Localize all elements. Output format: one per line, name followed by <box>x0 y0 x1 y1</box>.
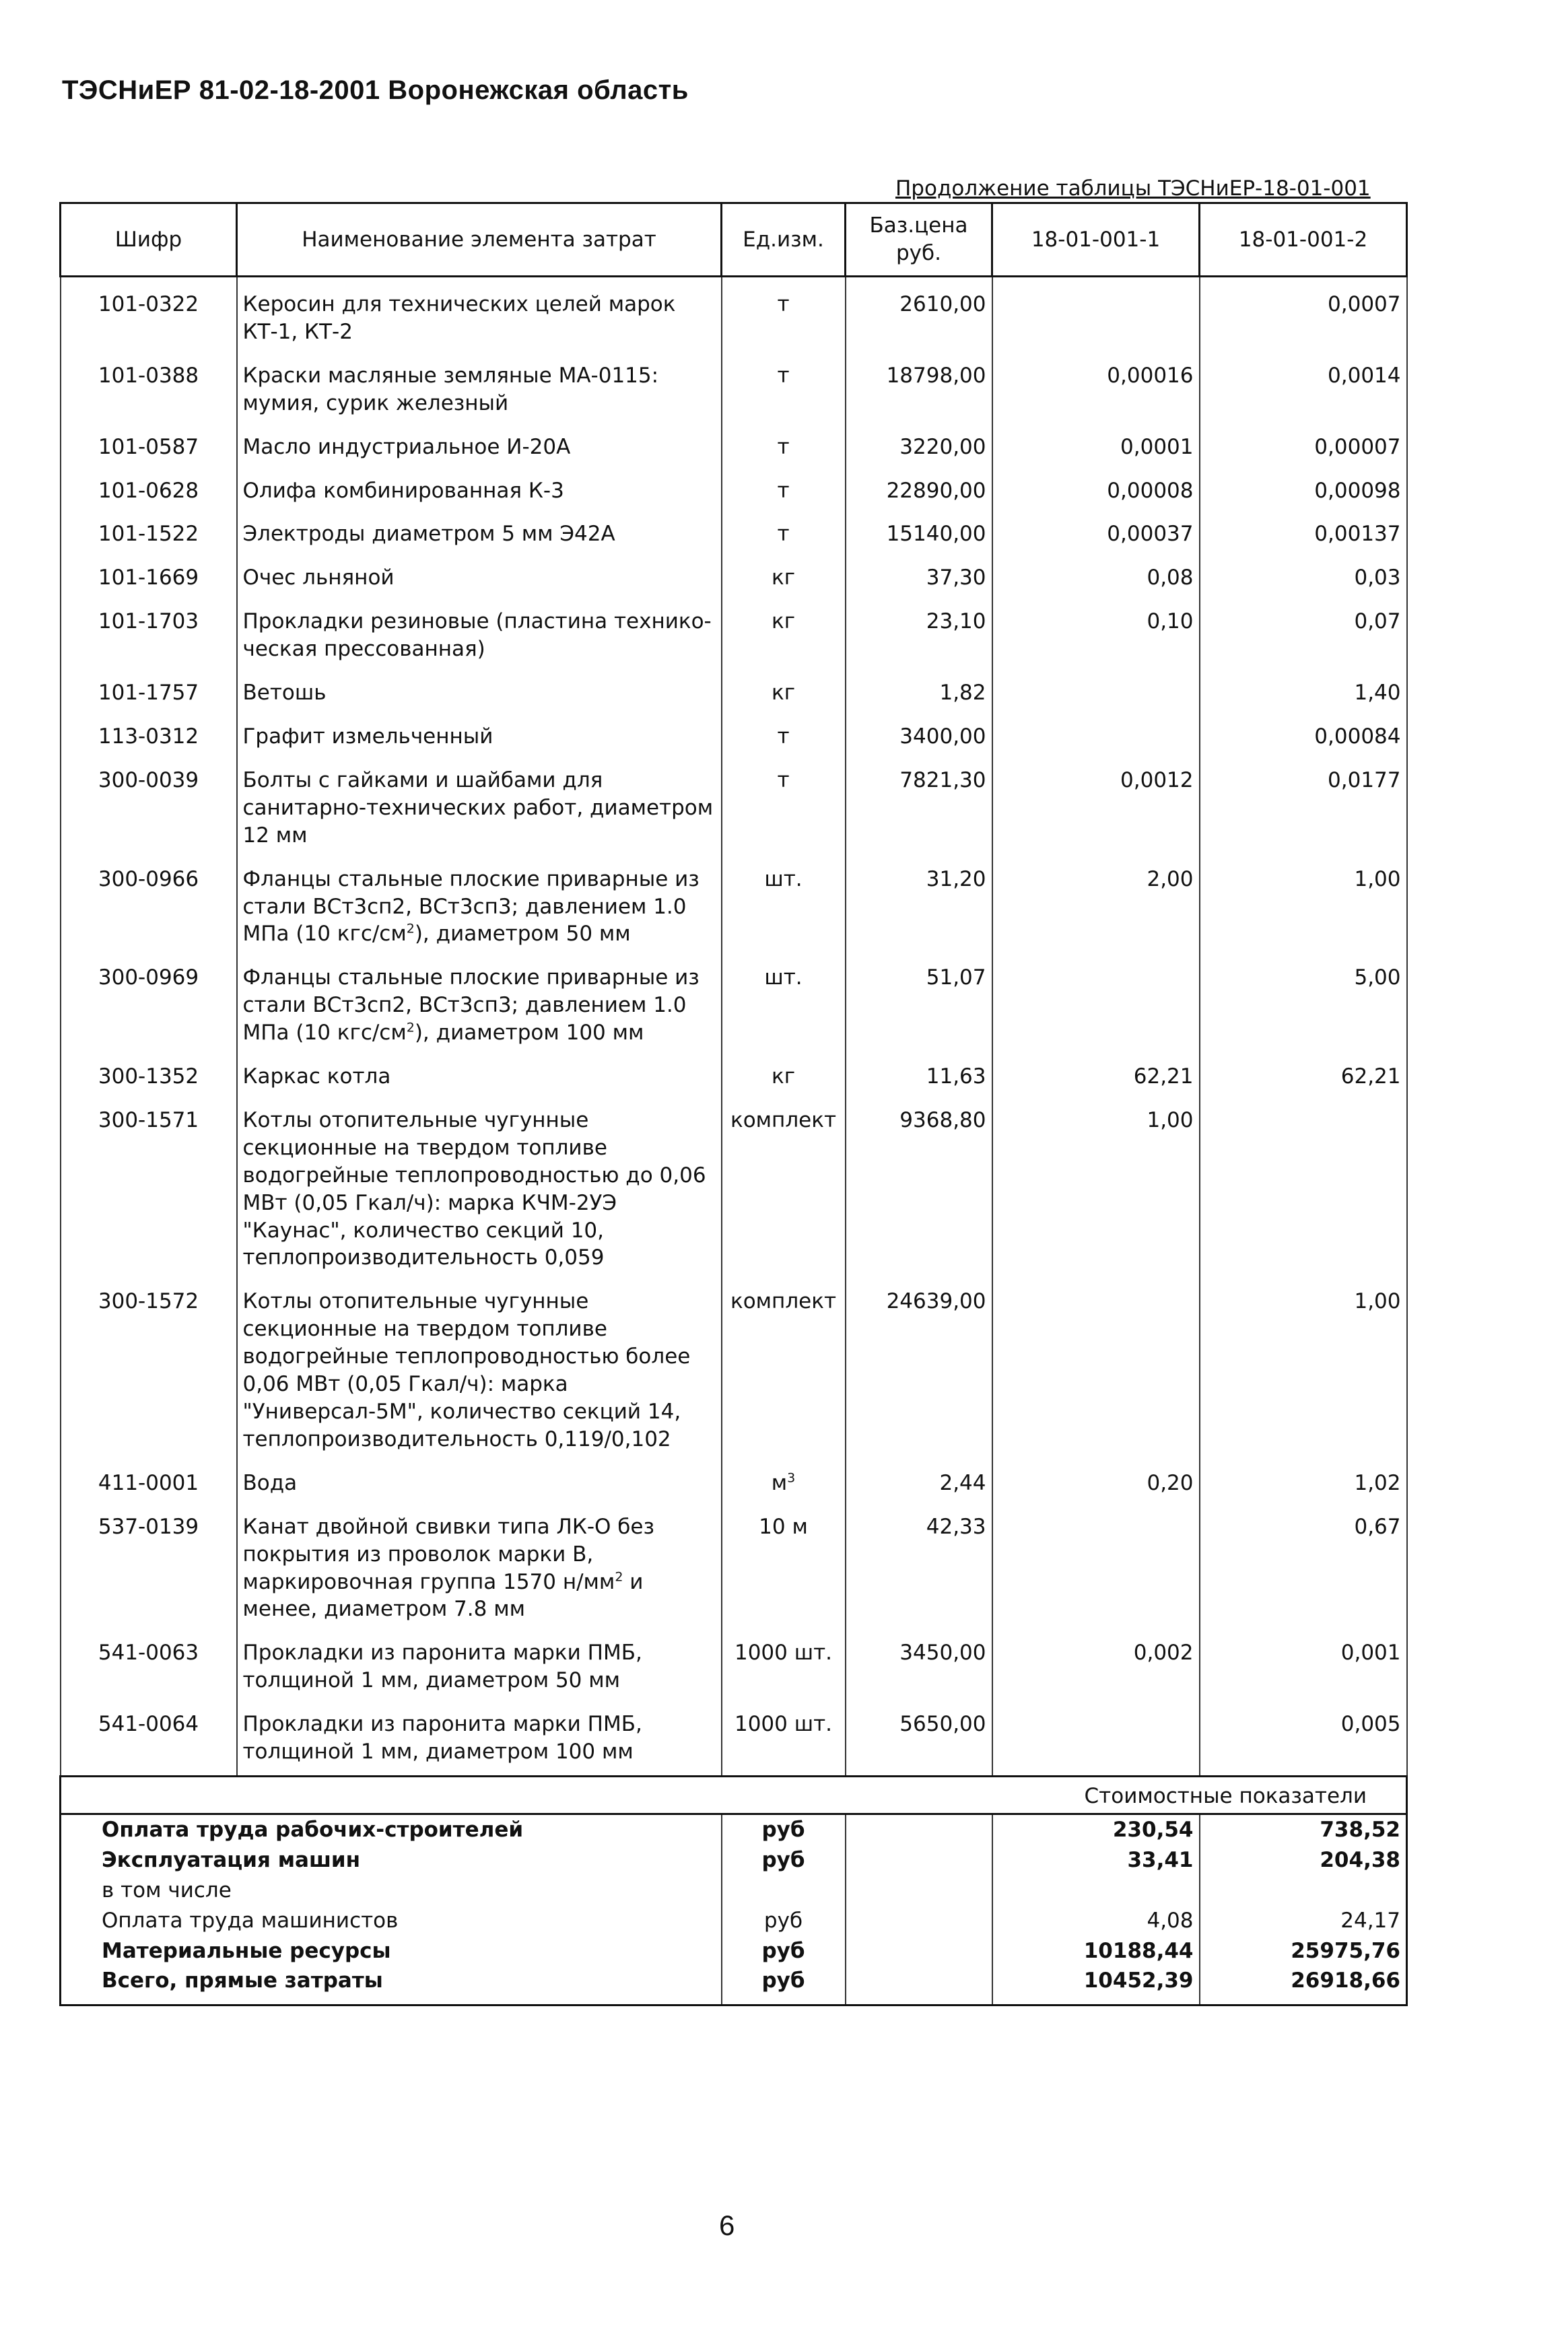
cell-base-price: 1,82 <box>846 667 992 711</box>
summary-unit: руб <box>722 1936 846 1966</box>
cell-code: 300-0039 <box>61 755 237 854</box>
cell-base-price: 18798,00 <box>846 350 992 421</box>
cell-code: 300-1571 <box>61 1095 237 1276</box>
cell-code: 300-1572 <box>61 1276 237 1457</box>
cell-code: 537-0139 <box>61 1501 237 1628</box>
cell-norm-2: 5,00 <box>1200 952 1407 1051</box>
summary-value-1 <box>992 1876 1200 1906</box>
cell-base-price: 3220,00 <box>846 421 992 465</box>
cell-norm-1 <box>992 1276 1200 1457</box>
summary-unit <box>722 1876 846 1906</box>
cell-norm-1: 0,00037 <box>992 508 1200 552</box>
cell-unit-superscript: 3 <box>787 1470 796 1486</box>
table-row <box>61 854 1407 953</box>
cell-name: Вода <box>237 1458 722 1501</box>
summary-name: Всего, прямые затраты <box>61 1966 722 2005</box>
summary-name: Материальные ресурсы <box>61 1936 722 1966</box>
resource-table <box>59 202 1408 2006</box>
cell-code: 101-0587 <box>61 421 237 465</box>
cell-base-price: 2,44 <box>846 1458 992 1501</box>
cell-code: 101-1669 <box>61 552 237 596</box>
summary-caption: Стоимостные показатели <box>61 1776 1407 1814</box>
table-header-row <box>61 203 1407 277</box>
cell-name: Каркас котла <box>237 1051 722 1095</box>
col-header-unit: Ед.изм. <box>722 203 846 277</box>
col-header-name: Наименование элемента затрат <box>237 203 722 277</box>
cell-name: Графит измельченный <box>237 711 722 755</box>
cell-norm-1 <box>992 277 1200 350</box>
cell-norm-1: 0,002 <box>992 1627 1200 1699</box>
table-row <box>61 1501 1407 1628</box>
table-row <box>61 711 1407 755</box>
table-row <box>61 1458 1407 1501</box>
summary-name: Оплата труда машинистов <box>61 1906 722 1936</box>
summary-unit: руб <box>722 1906 846 1936</box>
cell-norm-1: 0,08 <box>992 552 1200 596</box>
cell-base-price: 24639,00 <box>846 1276 992 1457</box>
cell-name <box>237 1501 722 1628</box>
table-row <box>61 421 1407 465</box>
cell-name-text: Канат двойной свивки типа ЛК-О без покрытия из проволок марки В, маркировочная группа 1570 н/мм <box>242 1514 654 1594</box>
cell-base-price: 3400,00 <box>846 711 992 755</box>
document-title: ТЭСНиЕР 81-02-18-2001 Воронежская область <box>62 75 689 105</box>
cell-base-price: 7821,30 <box>846 755 992 854</box>
cell-norm-2: 62,21 <box>1200 1051 1407 1095</box>
cell-name-text-end: ), диаметром 100 мм <box>414 1021 644 1045</box>
cell-name-text: Фланцы стальные плоские приварные из стали ВСт3сп2, ВСт3сп3; давлением 1.0 МПа (10 кгс/см <box>242 965 700 1045</box>
summary-value-1: 10188,44 <box>992 1936 1200 1966</box>
cell-code: 101-1757 <box>61 667 237 711</box>
cell-norm-2: 0,001 <box>1200 1627 1407 1699</box>
cell-name-superscript: 2 <box>406 1020 415 1035</box>
cell-base-price: 23,10 <box>846 596 992 667</box>
table-row <box>61 596 1407 667</box>
cell-name: Прокладки резиновые (пластина технико-ческая прессованная) <box>237 596 722 667</box>
cell-unit: т <box>722 508 846 552</box>
cell-norm-2: 0,00084 <box>1200 711 1407 755</box>
summary-unit: руб <box>722 1814 846 1845</box>
cell-code: 101-1703 <box>61 596 237 667</box>
summary-row <box>61 1906 1407 1936</box>
cell-base-price: 2610,00 <box>846 277 992 350</box>
cell-name: Электроды диаметром 5 мм Э42А <box>237 508 722 552</box>
cell-unit: 1000 шт. <box>722 1627 846 1699</box>
table-row <box>61 1276 1407 1457</box>
cell-code: 541-0064 <box>61 1699 237 1776</box>
cell-name: Болты с гайками и шайбами для санитарно-технических работ, диаметром 12 мм <box>237 755 722 854</box>
summary-row <box>61 1966 1407 2005</box>
table-row <box>61 667 1407 711</box>
cell-code: 300-1352 <box>61 1051 237 1095</box>
table-row <box>61 1095 1407 1276</box>
cell-base-price: 9368,80 <box>846 1095 992 1276</box>
cell-norm-2 <box>1200 1095 1407 1276</box>
summary-value-2: 26918,66 <box>1200 1966 1407 2005</box>
cell-name-superscript: 2 <box>615 1569 623 1585</box>
cell-name: Очес льняной <box>237 552 722 596</box>
cell-unit: кг <box>722 596 846 667</box>
table-row <box>61 1627 1407 1699</box>
summary-value-2: 204,38 <box>1200 1845 1407 1876</box>
cell-norm-2: 0,07 <box>1200 596 1407 667</box>
table-row <box>61 465 1407 509</box>
cell-unit: т <box>722 465 846 509</box>
cell-code: 300-0969 <box>61 952 237 1051</box>
cell-name: Масло индустриальное И-20А <box>237 421 722 465</box>
summary-name: Эксплуатация машин <box>61 1845 722 1876</box>
cell-base-price: 51,07 <box>846 952 992 1051</box>
cell-base-price: 37,30 <box>846 552 992 596</box>
summary-empty <box>846 1936 992 1966</box>
page-number: 6 <box>719 2209 735 2241</box>
cell-norm-1 <box>992 1501 1200 1628</box>
cell-unit: т <box>722 350 846 421</box>
cell-name: Котлы отопительные чугунные секционные на твердом топливе водогрейные теплопроводностью более 0,06 МВт (0,05 Гкал/ч): марка "Универсал-5М", количество секций 14, теплопроизводительность 0,119/0,102 <box>237 1276 722 1457</box>
cell-unit: т <box>722 277 846 350</box>
cell-unit: кг <box>722 1051 846 1095</box>
summary-row <box>61 1814 1407 1845</box>
summary-name: Оплата труда рабочих-строителей <box>61 1814 722 1845</box>
cell-norm-1: 0,00008 <box>992 465 1200 509</box>
cell-unit: т <box>722 711 846 755</box>
summary-empty <box>846 1845 992 1876</box>
cell-norm-2: 0,00007 <box>1200 421 1407 465</box>
summary-value-2: 738,52 <box>1200 1814 1407 1845</box>
cell-name-superscript: 2 <box>406 922 415 937</box>
summary-value-2: 24,17 <box>1200 1906 1407 1936</box>
cell-norm-2: 0,005 <box>1200 1699 1407 1776</box>
cell-name-text-end: и менее, диаметром 7.8 мм <box>242 1569 644 1622</box>
cell-base-price: 15140,00 <box>846 508 992 552</box>
summary-value-1: 33,41 <box>992 1845 1200 1876</box>
cell-norm-1 <box>992 952 1200 1051</box>
cell-name: Краски масляные земляные МА-0115: мумия, сурик железный <box>237 350 722 421</box>
cell-code: 101-1522 <box>61 508 237 552</box>
cell-name: Керосин для технических целей марок КТ-1, КТ-2 <box>237 277 722 350</box>
cell-norm-1: 0,0001 <box>992 421 1200 465</box>
summary-value-1: 4,08 <box>992 1906 1200 1936</box>
cell-norm-1 <box>992 1699 1200 1776</box>
cell-code: 411-0001 <box>61 1458 237 1501</box>
table-row <box>61 350 1407 421</box>
cell-code: 101-0322 <box>61 277 237 350</box>
cell-norm-1: 0,0012 <box>992 755 1200 854</box>
cell-name <box>237 854 722 953</box>
cell-unit: 1000 шт. <box>722 1699 846 1776</box>
col-header-c2: 18-01-001-2 <box>1200 203 1407 277</box>
cell-norm-2: 0,0177 <box>1200 755 1407 854</box>
summary-value-1: 230,54 <box>992 1814 1200 1845</box>
summary-empty <box>846 1814 992 1845</box>
table-continuation-caption: Продолжение таблицы ТЭСНиЕР-18-01-001 <box>895 176 1371 201</box>
cell-unit: комплект <box>722 1276 846 1457</box>
summary-value-2: 25975,76 <box>1200 1936 1407 1966</box>
summary-empty <box>846 1906 992 1936</box>
cell-base-price: 42,33 <box>846 1501 992 1628</box>
table-row <box>61 277 1407 350</box>
table-row <box>61 1051 1407 1095</box>
cell-base-price: 11,63 <box>846 1051 992 1095</box>
cell-base-price: 3450,00 <box>846 1627 992 1699</box>
table-row <box>61 1699 1407 1776</box>
cell-code: 101-0388 <box>61 350 237 421</box>
cell-base-price: 31,20 <box>846 854 992 953</box>
cell-norm-2: 1,00 <box>1200 1276 1407 1457</box>
cell-base-price: 22890,00 <box>846 465 992 509</box>
cell-unit: кг <box>722 552 846 596</box>
cell-norm-2: 0,03 <box>1200 552 1407 596</box>
summary-row <box>61 1845 1407 1876</box>
summary-name: в том числе <box>61 1876 722 1906</box>
cell-norm-1: 62,21 <box>992 1051 1200 1095</box>
col-header-price: Баз.цена руб. <box>846 203 992 277</box>
summary-empty <box>846 1966 992 2005</box>
table-row <box>61 552 1407 596</box>
cell-norm-1: 0,20 <box>992 1458 1200 1501</box>
cell-unit: комплект <box>722 1095 846 1276</box>
cell-name-text-end: ), диаметром 50 мм <box>414 922 631 947</box>
cell-unit: кг <box>722 667 846 711</box>
cell-unit: 10 м <box>722 1501 846 1628</box>
cell-norm-1 <box>992 667 1200 711</box>
cell-norm-2: 0,0007 <box>1200 277 1407 350</box>
cell-name: Олифа комбинированная К-3 <box>237 465 722 509</box>
cell-norm-2: 1,40 <box>1200 667 1407 711</box>
summary-empty <box>846 1876 992 1906</box>
cell-norm-2: 1,00 <box>1200 854 1407 953</box>
cell-unit <box>722 1458 846 1501</box>
cell-norm-1 <box>992 711 1200 755</box>
col-header-c1: 18-01-001-1 <box>992 203 1200 277</box>
cell-unit-text: м <box>771 1470 788 1495</box>
cell-norm-2: 0,67 <box>1200 1501 1407 1628</box>
cell-code: 113-0312 <box>61 711 237 755</box>
table-row <box>61 952 1407 1051</box>
cell-code: 300-0966 <box>61 854 237 953</box>
cell-norm-1: 1,00 <box>992 1095 1200 1276</box>
col-header-code: Шифр <box>61 203 237 277</box>
cell-base-price: 5650,00 <box>846 1699 992 1776</box>
cell-unit: шт. <box>722 952 846 1051</box>
cell-norm-1: 2,00 <box>992 854 1200 953</box>
cell-name: Прокладки из паронита марки ПМБ, толщиной 1 мм, диаметром 100 мм <box>237 1699 722 1776</box>
cell-name: Прокладки из паронита марки ПМБ, толщиной 1 мм, диаметром 50 мм <box>237 1627 722 1699</box>
cell-unit: шт. <box>722 854 846 953</box>
summary-row <box>61 1876 1407 1906</box>
cell-name <box>237 952 722 1051</box>
table-row <box>61 755 1407 854</box>
cell-norm-2: 0,00098 <box>1200 465 1407 509</box>
cell-code: 541-0063 <box>61 1627 237 1699</box>
cell-norm-2: 0,0014 <box>1200 350 1407 421</box>
summary-body <box>61 1776 1407 2005</box>
cell-code: 101-0628 <box>61 465 237 509</box>
cell-norm-2: 1,02 <box>1200 1458 1407 1501</box>
summary-value-2 <box>1200 1876 1407 1906</box>
cell-name: Ветошь <box>237 667 722 711</box>
cell-norm-1: 0,00016 <box>992 350 1200 421</box>
summary-unit: руб <box>722 1845 846 1876</box>
cell-unit: т <box>722 755 846 854</box>
cell-unit: т <box>722 421 846 465</box>
cell-name-text: Фланцы стальные плоские приварные из стали ВСт3сп2, ВСт3сп3; давлением 1.0 МПа (10 кгс/см <box>242 866 700 947</box>
summary-unit: руб <box>722 1966 846 2005</box>
summary-row <box>61 1936 1407 1966</box>
table-body <box>61 277 1407 1777</box>
cell-norm-1: 0,10 <box>992 596 1200 667</box>
cell-norm-2: 0,00137 <box>1200 508 1407 552</box>
cell-name: Котлы отопительные чугунные секционные на твердом топливе водогрейные теплопроводностью до 0,06 МВт (0,05 Гкал/ч): марка КЧМ-2УЭ "Каунас", количество секций 10, теплопроизводительность 0,059 <box>237 1095 722 1276</box>
summary-value-1: 10452,39 <box>992 1966 1200 2005</box>
table-row <box>61 508 1407 552</box>
summary-caption-row <box>61 1776 1407 1814</box>
